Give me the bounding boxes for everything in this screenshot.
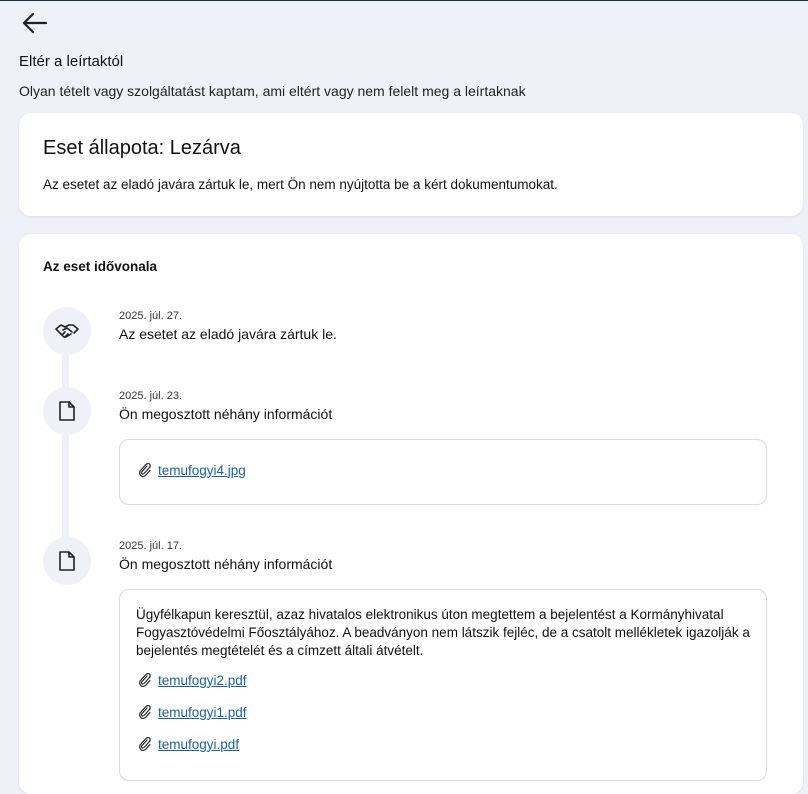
- timeline-event-icon: [43, 537, 91, 585]
- attachment-filename[interactable]: temufogyi4.jpg: [158, 462, 246, 478]
- timeline-event-icon: [43, 307, 91, 355]
- attachment-filename[interactable]: temufogyi1.pdf: [158, 704, 247, 720]
- attachment-box: [119, 589, 767, 781]
- timeline-event-text: Az esetet az eladó javára zártuk le.: [119, 326, 337, 342]
- back-button[interactable]: [20, 9, 50, 39]
- timeline-connector: [62, 434, 69, 538]
- timeline-connector: [62, 354, 69, 388]
- timeline-event-date: 2025. júl. 27.: [119, 310, 182, 322]
- timeline-event-date: 2025. júl. 17.: [119, 540, 182, 552]
- attachment-box: [119, 439, 767, 505]
- page-subtitle: Olyan tételt vagy szolgáltatást kaptam, ami eltért vagy nem felelt meg a leírtaknak: [19, 83, 526, 99]
- case-status-card: [19, 113, 803, 216]
- paperclip-icon: [138, 672, 152, 688]
- page-title: Eltér a leírtaktól: [19, 53, 124, 70]
- timeline-event-icon: [43, 387, 91, 435]
- timeline-event-date: 2025. júl. 23.: [119, 390, 182, 402]
- attachment-link[interactable]: [138, 736, 239, 752]
- document-icon: [58, 550, 76, 572]
- document-icon: [58, 400, 76, 422]
- attachment-filename[interactable]: temufogyi2.pdf: [158, 672, 247, 688]
- paperclip-icon: [138, 704, 152, 720]
- handshake-icon: [54, 320, 80, 342]
- attachment-link[interactable]: [138, 704, 247, 720]
- timeline-heading: Az eset idővonala: [43, 259, 158, 274]
- attachment-link[interactable]: [138, 672, 247, 688]
- attachment-link[interactable]: [138, 462, 246, 478]
- paperclip-icon: [138, 462, 152, 478]
- timeline-event-text: Ön megosztott néhány információt: [119, 556, 333, 572]
- attachment-filename[interactable]: temufogyi.pdf: [158, 736, 240, 752]
- case-timeline-card: [19, 234, 803, 794]
- shared-info-note: Ügyfélkapun keresztül, azaz hivatalos elektronikus úton megtettem a bejelentést a Kormányhivatal Fogyasztóvédelmi Főosztályához. A beadványon nem látszik fejléc, de a csatolt mellékletek igazolják a bejelentés megtételét és a címzett általi átvételt.: [136, 607, 750, 658]
- arrow-left-icon: [20, 9, 50, 39]
- timeline-event-text: Ön megosztott néhány információt: [119, 406, 333, 422]
- case-status-description: Az esetet az eladó javára zártuk le, mert Ön nem nyújtotta be a kért dokumentumokat.: [43, 177, 558, 192]
- paperclip-icon: [138, 736, 152, 752]
- case-status-title: Eset állapota: Lezárva: [43, 137, 241, 159]
